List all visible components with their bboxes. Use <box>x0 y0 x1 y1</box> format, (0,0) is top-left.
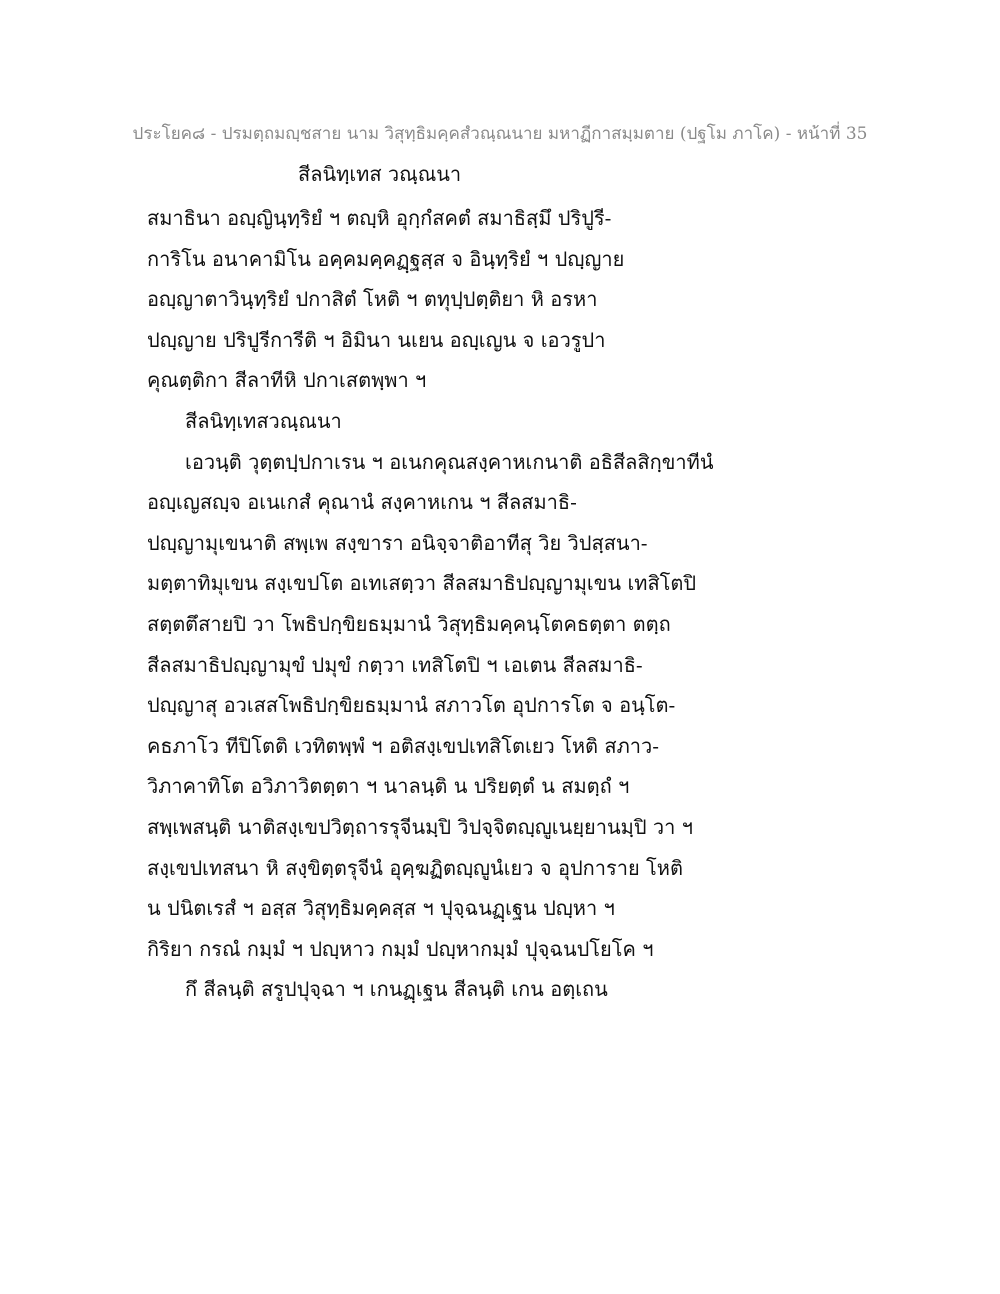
text-line: ปญฺญาย ปริปูรีการีติ ฯ อิมินา นเยน อญฺเญน จ เอวรูปา <box>147 327 606 352</box>
text-line: มตฺตาทิมุเขน สงฺเขปโต อเทเสตฺวา สีลสมาธิปญฺญามุเขน เทสิโตปิ <box>147 571 697 596</box>
text-line: เอวนฺติ วุตฺตปฺปกาเรน ฯ อเนกคุณสงฺคาหเกนาติ อธิสีลสิกฺขาทีนํ <box>185 449 714 474</box>
text-line: กิริยา กรณํ กมฺมํ ฯ ปญฺหาว กมฺมํ ปญฺหากมฺมํ ปุจฺฉนปโยโค ฯ <box>147 936 654 961</box>
text-line: สพฺเพสนฺติ นาติสงฺเขปวิตฺถารรุจีนมฺปิ วิปจฺจิตญฺญูเนยฺยานมฺปิ วา ฯ <box>147 814 693 839</box>
section-heading: สีลนิทฺเทส วณฺณนา <box>298 162 462 186</box>
text-line: ปญฺญาสุ อวเสสโพธิปกฺขิยธมฺมานํ สภาวโต อุปการโต จ อนฺโต- <box>147 693 676 718</box>
text-line: วิภาคาทิโต อวิภาวิตตฺตา ฯ นาลนฺติ น ปริยตฺตํ น สมตฺถํ ฯ <box>147 774 630 799</box>
body-text <box>147 198 867 1010</box>
text-line: กึ สีลนฺติ สรูปปุจฺฉา ฯ เกนฏฺเฐน สีลนฺติ เกน อตฺเถน <box>185 977 608 1002</box>
text-line: การิโน อนาคามิโน อคฺคมคฺคฏฺฐสฺส จ อินฺทฺริยํ ฯ ปญฺญาย <box>147 246 625 271</box>
page-header: ประโยค๘ - ปรมตฺถมญฺชสาย นาม วิสุทฺธิมคฺคสํวณฺณนาย มหาฏีกาสมฺมตาย (ปฐโม ภาโค) - หน้าที่ 35 <box>132 124 868 144</box>
text-line: อญฺญาตาวินฺทฺริยํ ปกาสิตํ โหติ ฯ ตทุปฺปตฺติยา หิ อรหา <box>147 287 598 312</box>
text-line: สงฺเขปเทสนา หิ สงฺขิตฺตรุจีนํ อุคฺฆฏิตญฺญูนํเยว จ อุปการาย โหติ <box>147 855 683 880</box>
text-line: คุณตฺติกา สีลาทีหิ ปกาเสตพฺพา ฯ <box>147 368 427 393</box>
text-line: อญฺเญสญฺจ อเนเกสํ คุณานํ สงฺคาหเกน ฯ สีลสมาธิ- <box>147 490 577 515</box>
text-line: สีลสมาธิปญฺญามุขํ ปมุขํ กตฺวา เทสิโตปิ ฯ เอเตน สีลสมาธิ- <box>147 652 643 677</box>
subsection-title: สีลนิทฺเทสวณฺณนา <box>185 408 342 433</box>
text-line: น ปนิตเรสํ ฯ อสฺส วิสุทฺธิมคฺคสฺส ฯ ปุจฺฉนฏฺเฐน ปญฺหา ฯ <box>147 896 615 921</box>
text-line: คธภาโว ทีปิโตติ เวทิตพฺพํ ฯ อติสงฺเขปเทสิโตเยว โหติ สภาว- <box>147 733 659 758</box>
text-line: สมาธินา อญฺญินฺทฺริยํ ฯ ตญฺหิ อุกฺกํสคตํ สมาธิสฺมึ ปริปูรี- <box>147 206 612 230</box>
text-line: สตฺตตึสายปิ วา โพธิปกฺขิยธมฺมานํ วิสุทฺธิมคฺคนฺโตคธตฺตา ตตฺถ <box>147 611 671 636</box>
text-line: ปญฺญามุเขนาติ สพฺเพ สงฺขารา อนิจฺจาติอาทีสุ วิย วิปสฺสนา- <box>147 530 648 555</box>
